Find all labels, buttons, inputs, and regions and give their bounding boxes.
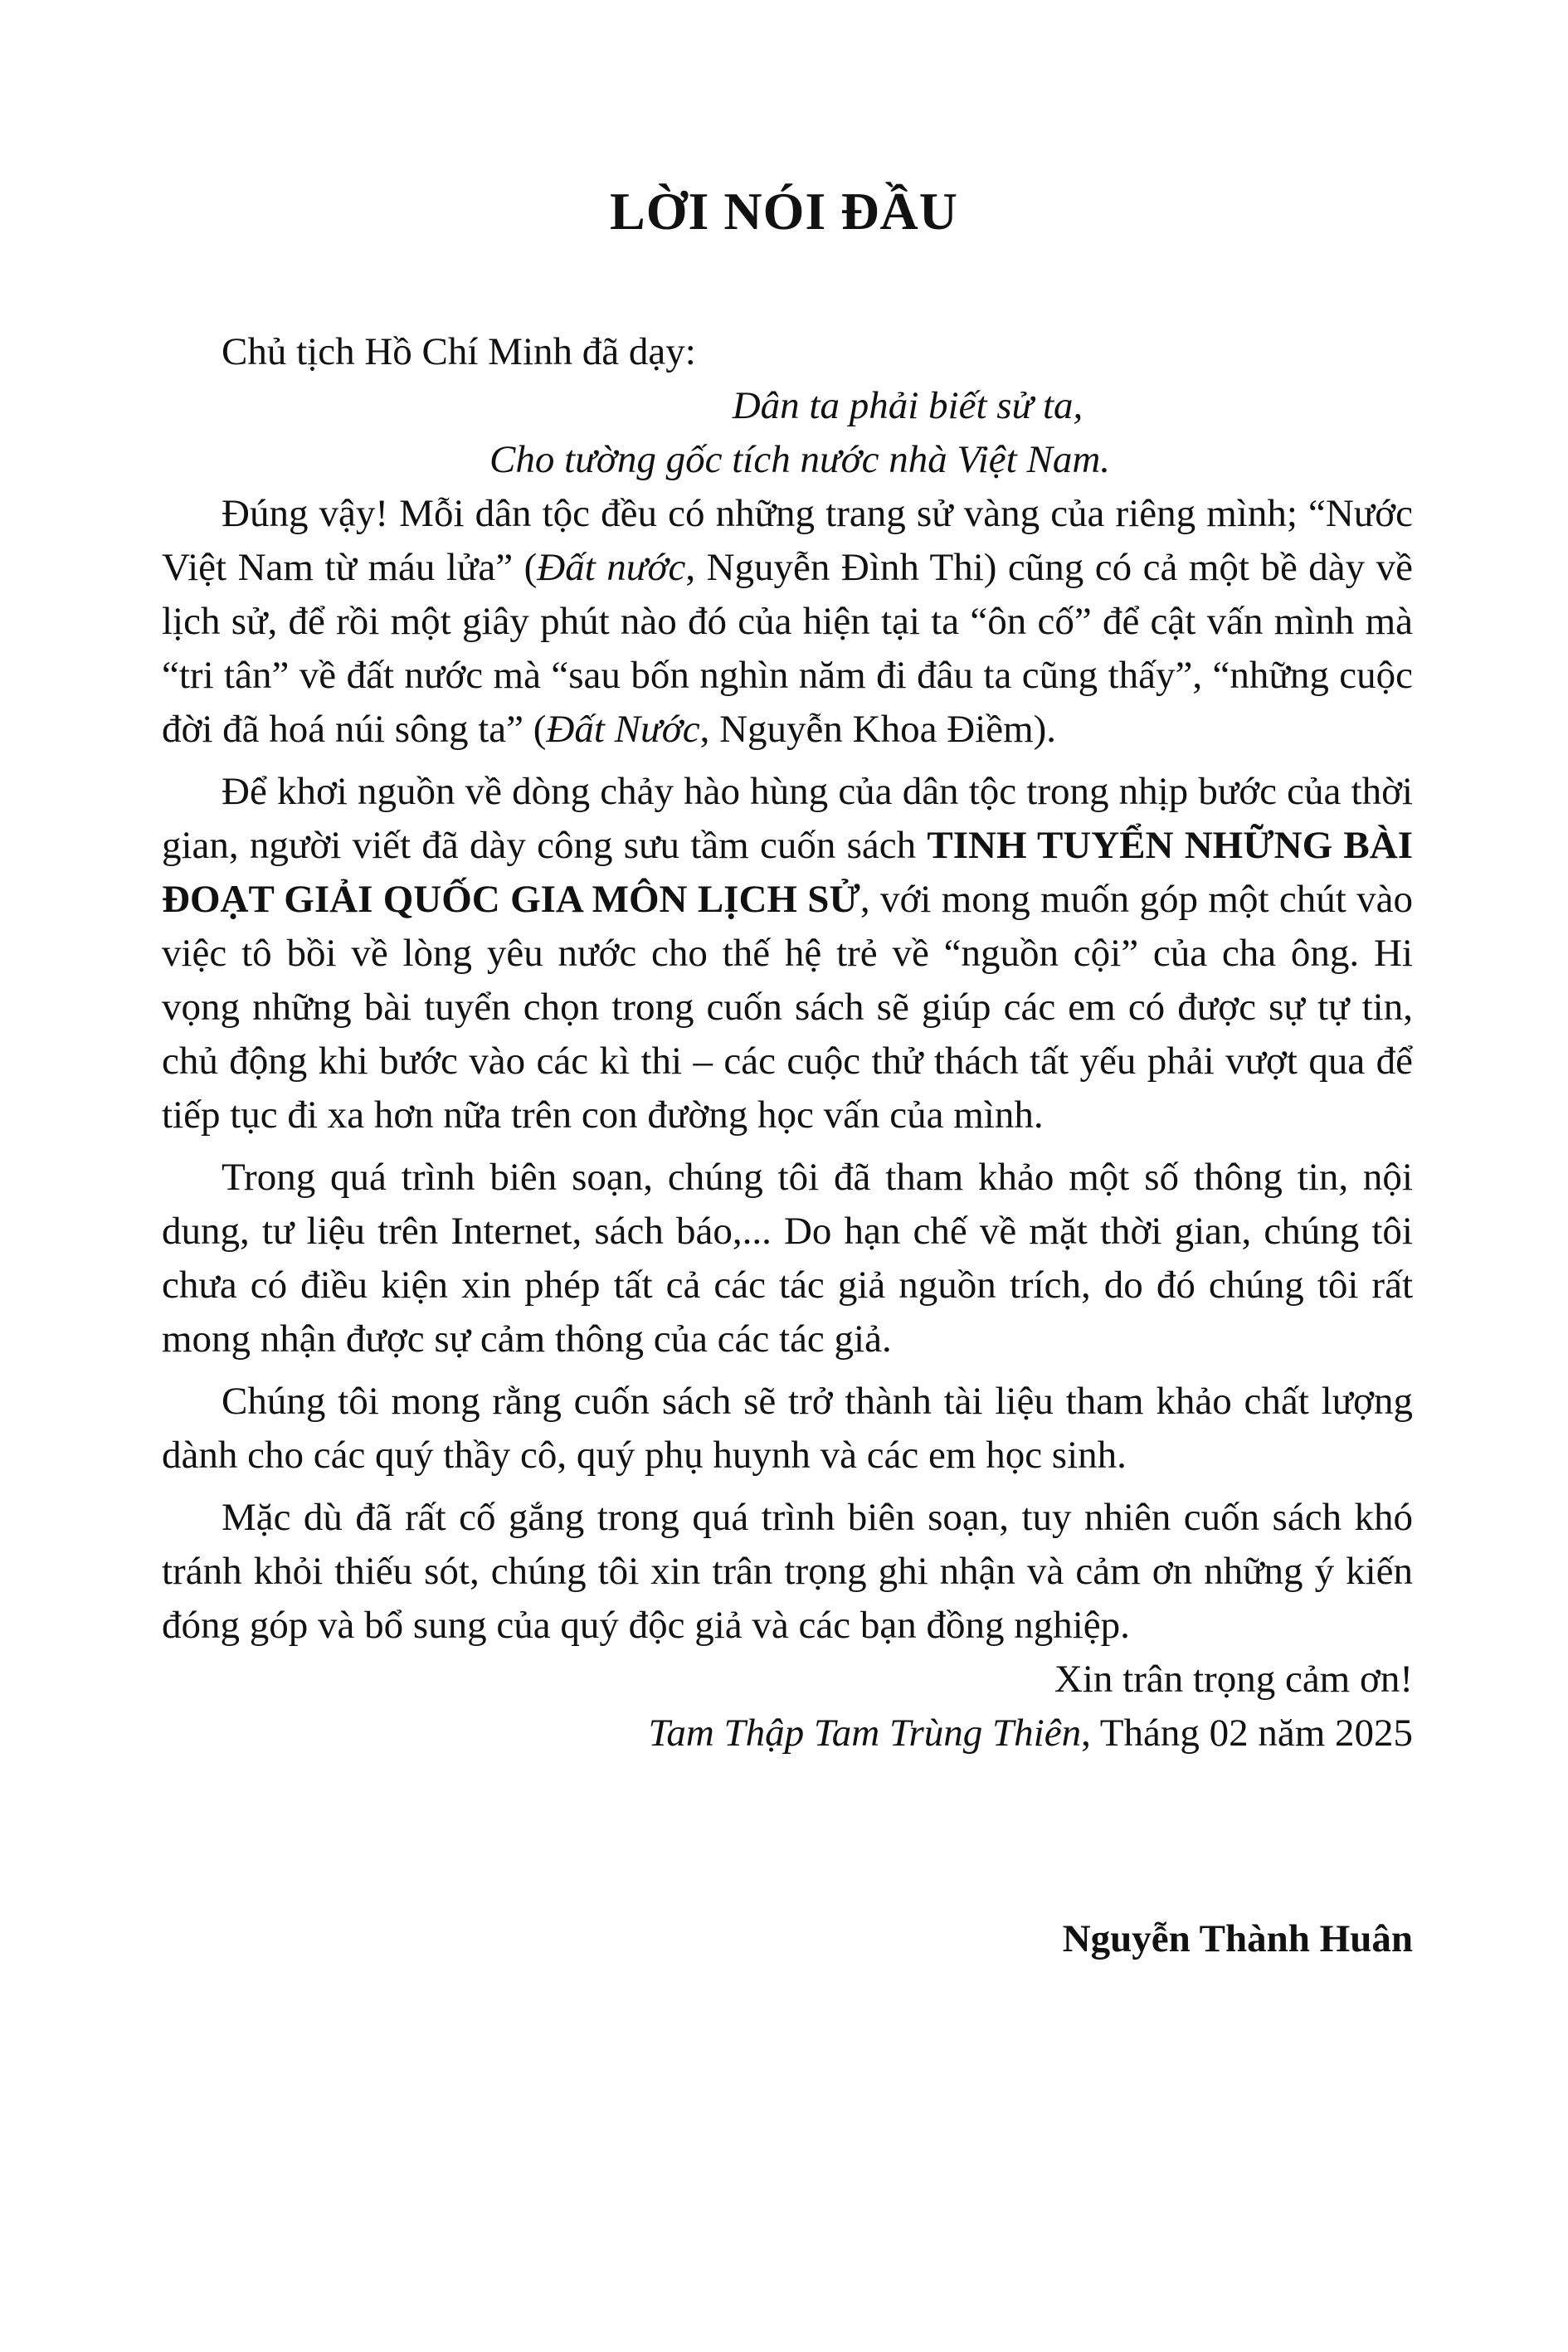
italic-title-dat-nuoc-2: Đất Nước bbox=[546, 708, 700, 751]
italic-title-dat-nuoc: Đất nước bbox=[537, 546, 686, 589]
verse-line-2: Cho tường gốc tích nước nhà Việt Nam. bbox=[489, 438, 1111, 481]
paragraph-2: Để khơi nguồn về dòng chảy hào hùng của dân tộc trong nhịp bước của thời gian, người viết đã dày công sưu tầm cuốn sách TINH TUYỂN NHỮNG BÀI ĐOẠT GIẢI QUỐC GIA MÔN LỊCH SỬ, với mong muốn góp một chút vào việc tô bồi về lòng yêu nước cho thế hệ trẻ về “nguồn cội” của cha ông. Hi vọng những bài tuyển chọn trong cuốn sách sẽ giúp các em có được sự tự tin, chủ động khi bước vào các kì thi – các cuộc thử thách tất yếu phải vượt qua để tiếp tục đi xa hơn nữa trên con đường học vấn của mình. bbox=[162, 770, 1413, 1137]
book-title: TINH TUYỂN NHỮNG BÀI ĐOẠT GIẢI QUỐC GIA MÔN LỊCH SỬ bbox=[162, 824, 1413, 921]
verse-line-1: Dân ta phải biết sử ta, bbox=[732, 384, 1083, 427]
place-date-line: Tam Thập Tam Trùng Thiên, Tháng 02 năm 2025 bbox=[648, 1712, 1413, 1755]
intro-line: Chủ tịch Hồ Chí Minh đã dạy: bbox=[222, 330, 696, 373]
paragraph-1: Đúng vậy! Mỗi dân tộc đều có những trang sử vàng của riêng mình; “Nước Việt Nam từ máu lửa” (Đất nước, Nguyễn Đình Thi) cũng có cả một bề dày về lịch sử, để rồi một giây phút nào đó của hiện tại ta “ôn cố” để cật vấn mình mà “tri tân” về đất nước mà “sau bốn nghìn năm đi đâu ta cũng thấy”, “những cuộc đời đã hoá núi sông ta” (Đất Nước, Nguyễn Khoa Điềm). bbox=[162, 492, 1414, 751]
place-name: Tam Thập Tam Trùng Thiên bbox=[648, 1712, 1082, 1755]
author-signature: Nguyễn Thành Huân bbox=[1062, 1917, 1413, 1960]
thanks-line: Xin trân trọng cảm ơn! bbox=[1054, 1658, 1413, 1701]
paragraph-5: Mặc dù đã rất cố gắng trong quá trình biên soạn, tuy nhiên cuốn sách khó tránh khỏi thiếu sót, chúng tôi xin trân trọng ghi nhận và cảm ơn những ý kiến đóng góp và bổ sung của quý độc giả và các bạn đồng nghiệp. bbox=[162, 1496, 1413, 1647]
paragraph-3: Trong quá trình biên soạn, chúng tôi đã tham khảo một số thông tin, nội dung, tư liệu trên Internet, sách báo,... Do hạn chế về mặt thời gian, chúng tôi chưa có điều kiện xin phép tất cả các tác giả nguồn trích, do đó chúng tôi rất mong nhận được sự cảm thông của các tác giả. bbox=[162, 1156, 1413, 1361]
paragraph-4: Chúng tôi mong rằng cuốn sách sẽ trở thành tài liệu tham khảo chất lượng dành cho các quý thầy cô, quý phụ huynh và các em học sinh. bbox=[162, 1380, 1413, 1477]
body-text bbox=[162, 325, 1413, 1760]
page-title: LỜI NÓI ĐẦU bbox=[610, 182, 958, 241]
